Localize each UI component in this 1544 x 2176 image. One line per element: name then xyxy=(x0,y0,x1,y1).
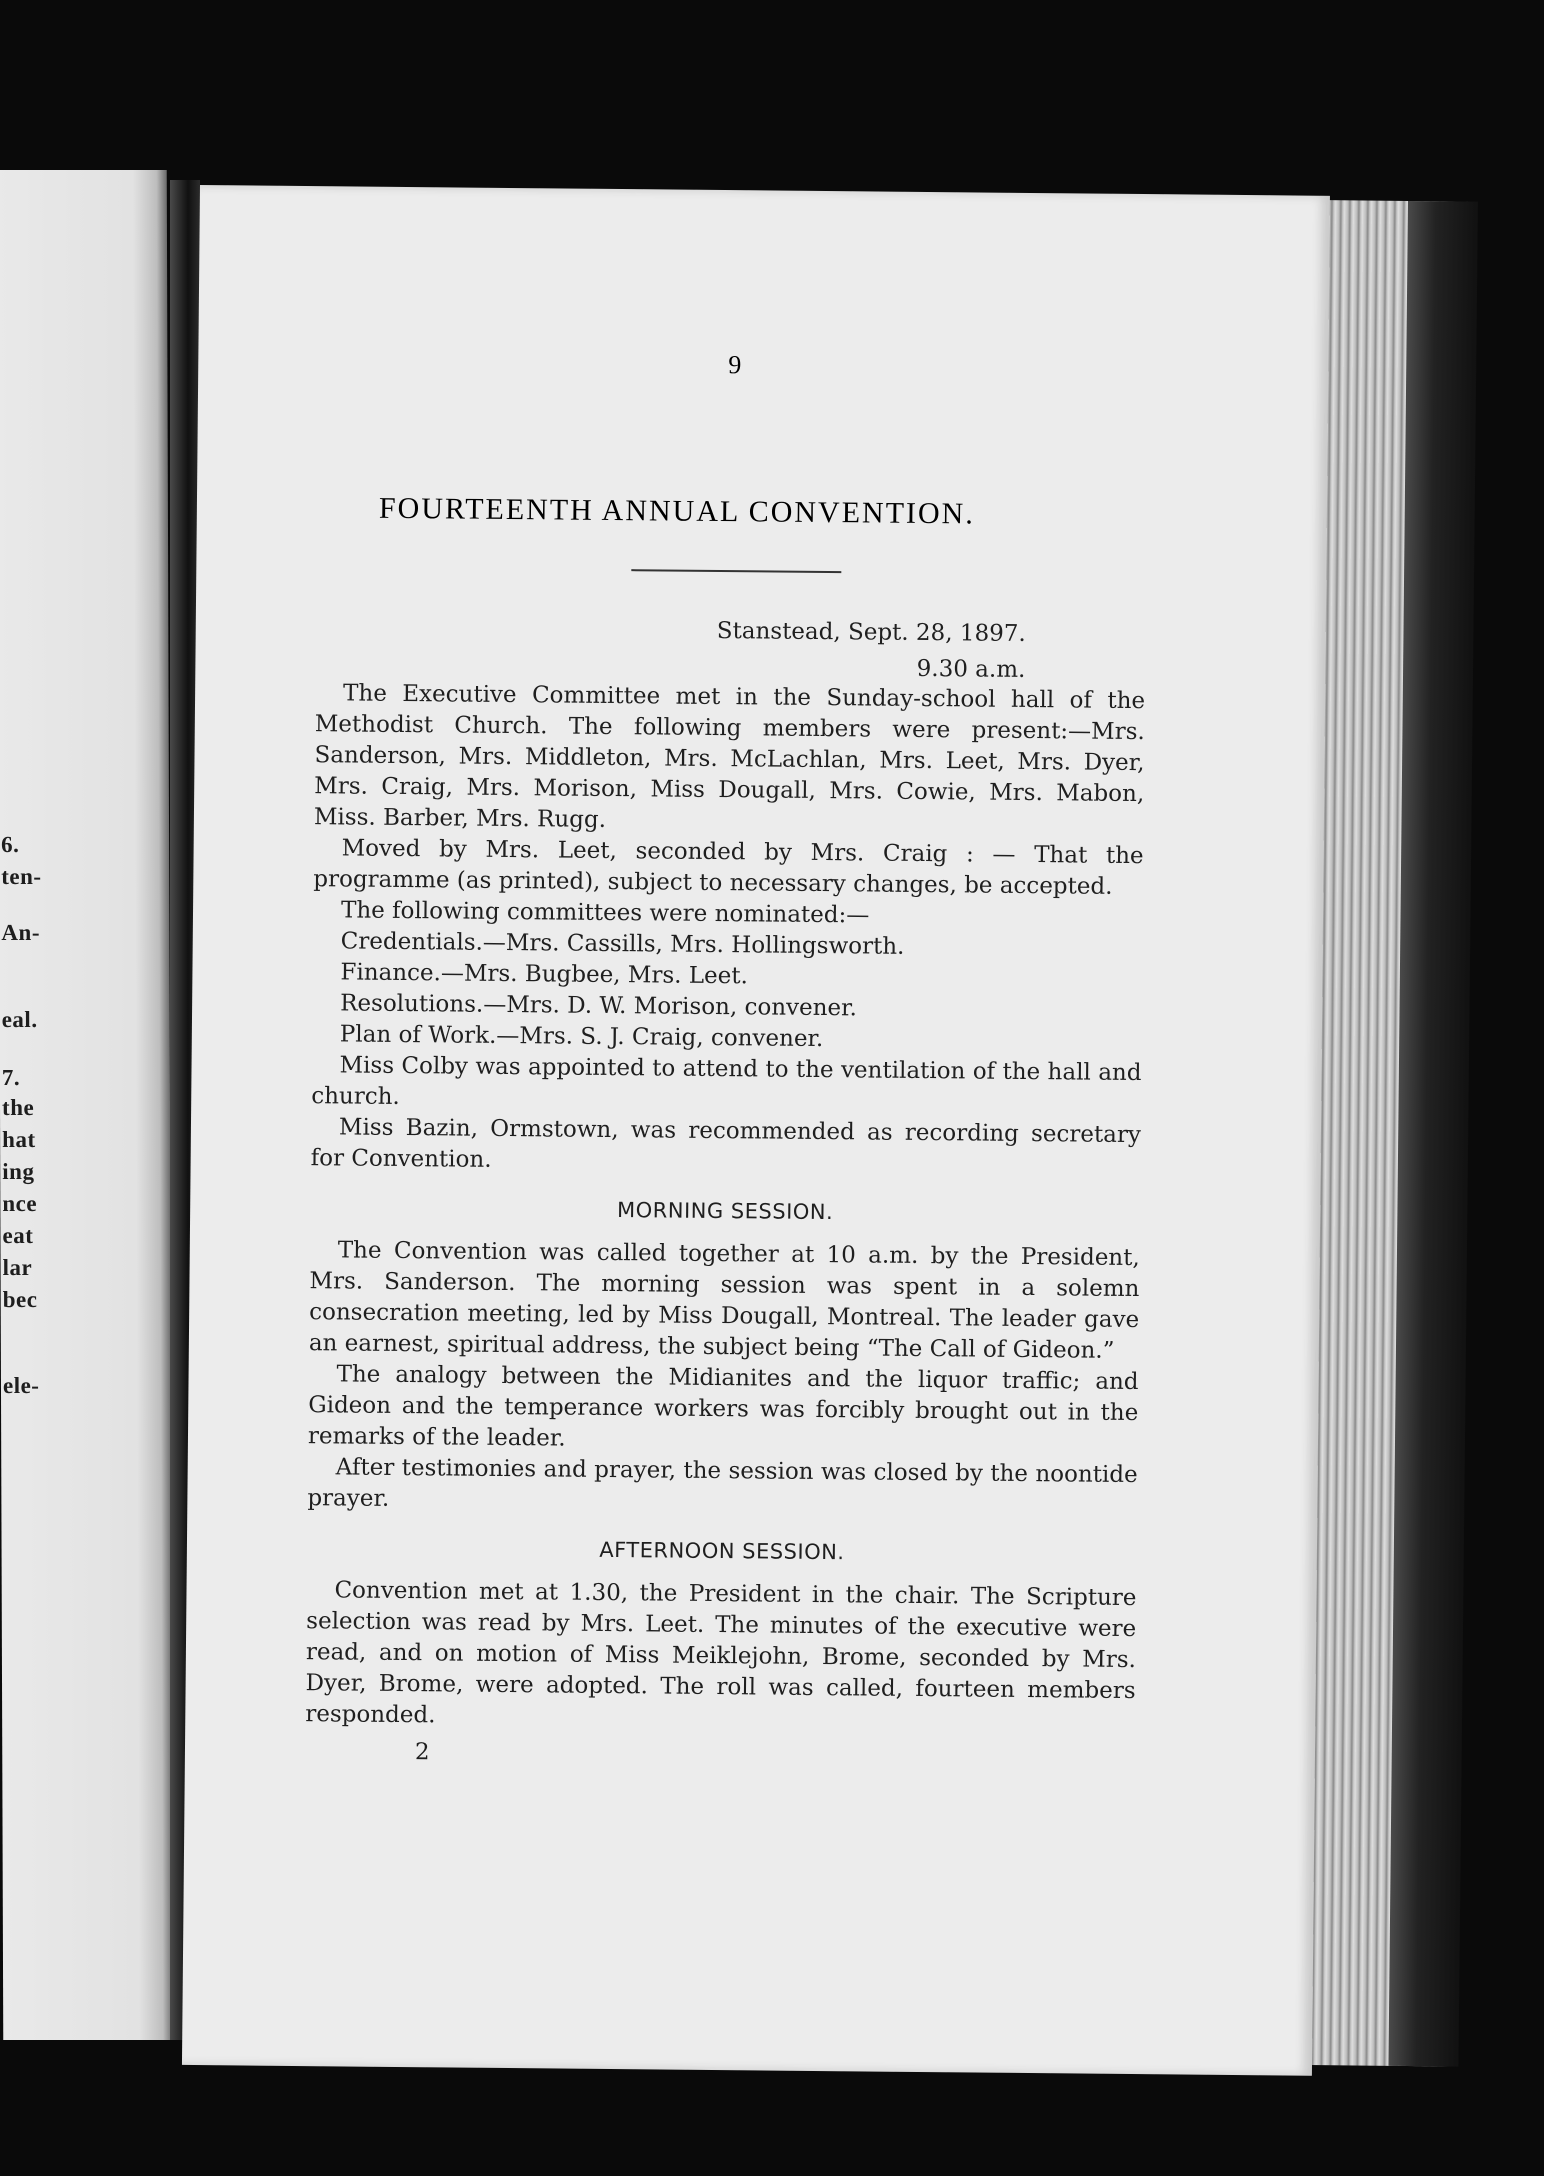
left-fragment: ten- xyxy=(1,864,42,889)
body-text xyxy=(305,678,1145,1775)
previous-page xyxy=(0,170,173,2040)
paragraph: Miss Colby was appointed to attend to the ventilation of the hall and church. xyxy=(311,1052,1142,1110)
committee-line: Finance.—Mrs. Bugbee, Mrs. Leet. xyxy=(340,959,749,990)
paragraph: The Executive Committee met in the Sunday-school hall of the Methodist Church. The following members were present:—Mrs. Sanderson, Mrs. Middleton, Mrs. McLachlan, Mrs. Leet, Mrs. Dyer, Mrs. Craig, Mrs. Morison, Miss Dougall, Mrs. Cowie, Mrs. Mabon, Miss. Barber, Mrs. Rugg. xyxy=(313,680,1146,833)
left-fragment: nce xyxy=(2,1191,38,1216)
left-fragment: ele- xyxy=(2,1373,40,1398)
left-fragment: the xyxy=(1,1095,35,1120)
paragraph: The following committees were nominated:— xyxy=(340,897,870,929)
left-fragment: bec xyxy=(2,1287,38,1312)
paragraph: Convention met at 1.30, the President in the chair. The Scripture selection was read by Mrs. Leet. The minutes of the executive were read, and on motion of Miss Meiklejohn, Brome, seconded by Mrs. Dyer, Brome, were adopted. The roll was called, fourteen members responded. xyxy=(305,1577,1137,1729)
left-fragment: eal. xyxy=(1,1007,38,1032)
committee-line: Plan of Work.—Mrs. S. J. Craig, convener. xyxy=(339,1021,824,1053)
signature-mark: 2 xyxy=(414,1739,430,1766)
left-fragment: hat xyxy=(2,1127,36,1152)
time: 9.30 a.m. xyxy=(916,655,1026,683)
paragraph: The analogy between the Midianites and the liquor traffic; and Gideon and the temperance workers was forcibly brought out in the remarks of the leader. xyxy=(307,1361,1139,1452)
left-fragment: 7. xyxy=(1,1065,21,1090)
left-fragment: ing xyxy=(2,1159,35,1184)
section-heading-morning: MORNING SESSION. xyxy=(616,1198,834,1225)
title-rule xyxy=(631,569,841,573)
committee-line: Resolutions.—Mrs. D. W. Morison, convener. xyxy=(340,990,858,1022)
paragraph: Moved by Mrs. Leet, seconded by Mrs. Craig : — That the programme (as printed), subject to necessary changes, be accepted. xyxy=(313,835,1144,900)
left-fragment: 6. xyxy=(1,832,20,857)
page-number: 9 xyxy=(728,350,742,380)
paragraph: The Convention was called together at 10 a.m. by the President, Mrs. Sanderson. The morning session was spent in a solemn consecration meeting, led by Miss Dougall, Montreal. The leader gave an earnest, spiritual address, the subject being “The Call of Gideon.” xyxy=(308,1237,1140,1364)
document-page xyxy=(182,185,1330,2076)
left-fragment: lar xyxy=(2,1255,33,1280)
left-fragment: eat xyxy=(2,1223,34,1248)
place-date: Stanstead, Sept. 28, 1897. xyxy=(716,617,1026,647)
paragraph: After testimonies and prayer, the session was closed by the noontide prayer. xyxy=(307,1454,1138,1512)
page-title: FOURTEENTH ANNUAL CONVENTION. xyxy=(378,491,975,531)
paragraph: Miss Bazin, Ormstown, was recommended as recording secretary for Convention. xyxy=(310,1114,1142,1173)
left-fragment: An- xyxy=(1,920,41,945)
committee-line: Credentials.—Mrs. Cassills, Mrs. Hollingsworth. xyxy=(340,928,905,960)
section-heading-afternoon: AFTERNOON SESSION. xyxy=(599,1537,845,1565)
